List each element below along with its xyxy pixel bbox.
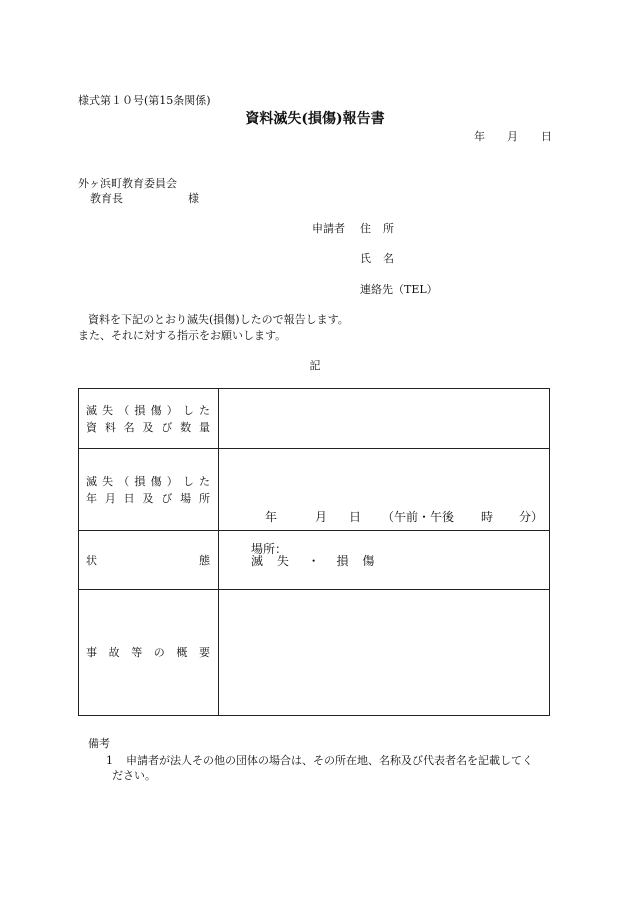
label-char: （ xyxy=(118,474,130,488)
label-char: 傷 xyxy=(150,403,162,417)
label-char: 故 xyxy=(108,646,120,659)
addressee-honorific: 様 xyxy=(188,192,199,205)
dt-ampm: （午前・午後 xyxy=(382,509,455,524)
date-day: 日 xyxy=(541,130,552,143)
label-char: 及 xyxy=(142,420,154,434)
table-row-datetime xyxy=(79,449,550,531)
table-row-material xyxy=(79,389,550,449)
name-label-2: 名 xyxy=(383,252,394,265)
material-label-cell xyxy=(79,389,219,449)
form-number: 様式第１０号(第15条関係) xyxy=(78,94,211,107)
table-row-status xyxy=(79,531,550,590)
label-char: 料 xyxy=(104,420,116,434)
label-char: び xyxy=(161,420,173,434)
label-char: た xyxy=(198,474,210,488)
status-char: 損 xyxy=(336,553,349,568)
label-char: 損 xyxy=(134,403,146,417)
remarks-line-2: ださい。 xyxy=(112,769,156,782)
label-char: 損 xyxy=(134,474,146,488)
name-label-1: 氏 xyxy=(360,252,371,265)
address-label-2: 所 xyxy=(383,222,394,235)
dt-day: 日 xyxy=(349,509,362,524)
label-char: 事 xyxy=(86,646,97,659)
label-char: 滅 xyxy=(86,403,97,417)
address-label-1: 住 xyxy=(360,222,371,235)
label-char: 年 xyxy=(86,491,97,505)
label-char: 所 xyxy=(198,491,210,505)
label-char: 月 xyxy=(104,491,116,505)
label-char: ） xyxy=(166,474,178,488)
body-line-1: 資料を下記のとおり滅失(損傷)したので報告します。 xyxy=(88,313,349,326)
label-char: 名 xyxy=(123,420,135,434)
dt-minute: 分） xyxy=(519,509,544,524)
applicant-label: 申請者 xyxy=(312,222,345,235)
label-char: 態 xyxy=(199,553,210,567)
summary-label-line xyxy=(79,644,218,661)
date-month: 月 xyxy=(507,130,518,143)
remarks-heading: 備考 xyxy=(88,737,110,750)
dt-hour: 時 xyxy=(481,509,494,524)
label-char: し xyxy=(182,474,194,488)
material-value-cell[interactable] xyxy=(219,389,550,449)
label-char: 場 xyxy=(180,491,192,505)
date-year: 年 xyxy=(474,130,485,143)
label-char: 数 xyxy=(180,420,192,434)
label-char: （ xyxy=(118,403,130,417)
datetime-label-line-1 xyxy=(79,473,218,490)
document-title: 資料滅失(損傷)報告書 xyxy=(245,111,385,127)
label-char: 量 xyxy=(198,420,210,434)
label-char: ） xyxy=(166,403,178,417)
place-label: 場所： xyxy=(251,541,288,556)
summary-label-cell xyxy=(79,590,219,716)
label-char: し xyxy=(182,403,194,417)
material-label-line-1 xyxy=(79,402,218,419)
status-char: 失 xyxy=(276,553,289,568)
label-char: 資 xyxy=(86,420,97,434)
label-char: 等 xyxy=(131,646,143,659)
datetime-label-cell xyxy=(79,449,219,531)
label-char: び xyxy=(161,491,173,505)
addressee-title: 教育長 xyxy=(90,192,123,205)
label-char: 失 xyxy=(102,474,114,488)
body-line-2: また、それに対する指示をお願いします。 xyxy=(78,329,287,342)
table-row-summary xyxy=(79,590,550,716)
addressee-organization: 外ヶ浜町教育委員会 xyxy=(78,177,177,190)
label-char: の xyxy=(153,646,165,659)
material-label-line-2 xyxy=(79,419,218,436)
label-char: 概 xyxy=(176,646,188,659)
status-char: ・ xyxy=(307,553,320,568)
label-char: 滅 xyxy=(86,474,97,488)
report-table xyxy=(78,388,550,716)
remarks-line-1: 申請者が法人その他の団体の場合は、その所在地、名称及び代表者名を記載してく xyxy=(126,754,533,767)
label-char: た xyxy=(198,403,210,417)
status-label-line xyxy=(79,552,218,569)
datetime-label-line-2 xyxy=(79,490,218,507)
summary-value-cell[interactable] xyxy=(219,590,550,716)
dt-month: 月 xyxy=(315,509,328,524)
label-char: 失 xyxy=(102,403,114,417)
label-char: 要 xyxy=(198,646,210,659)
status-char: 傷 xyxy=(362,553,375,568)
ki-heading: 記 xyxy=(309,359,321,372)
label-char: 及 xyxy=(142,491,154,505)
label-char: 日 xyxy=(123,491,135,505)
label-char: 状 xyxy=(86,553,97,567)
status-char: 滅 xyxy=(251,553,264,568)
contact-label: 連絡先（TEL） xyxy=(360,283,438,296)
status-label-cell xyxy=(79,531,219,590)
label-char: 傷 xyxy=(150,474,162,488)
datetime-value-cell[interactable] xyxy=(219,449,550,556)
dt-year: 年 xyxy=(265,509,278,524)
remarks-number: 1 xyxy=(106,754,113,767)
